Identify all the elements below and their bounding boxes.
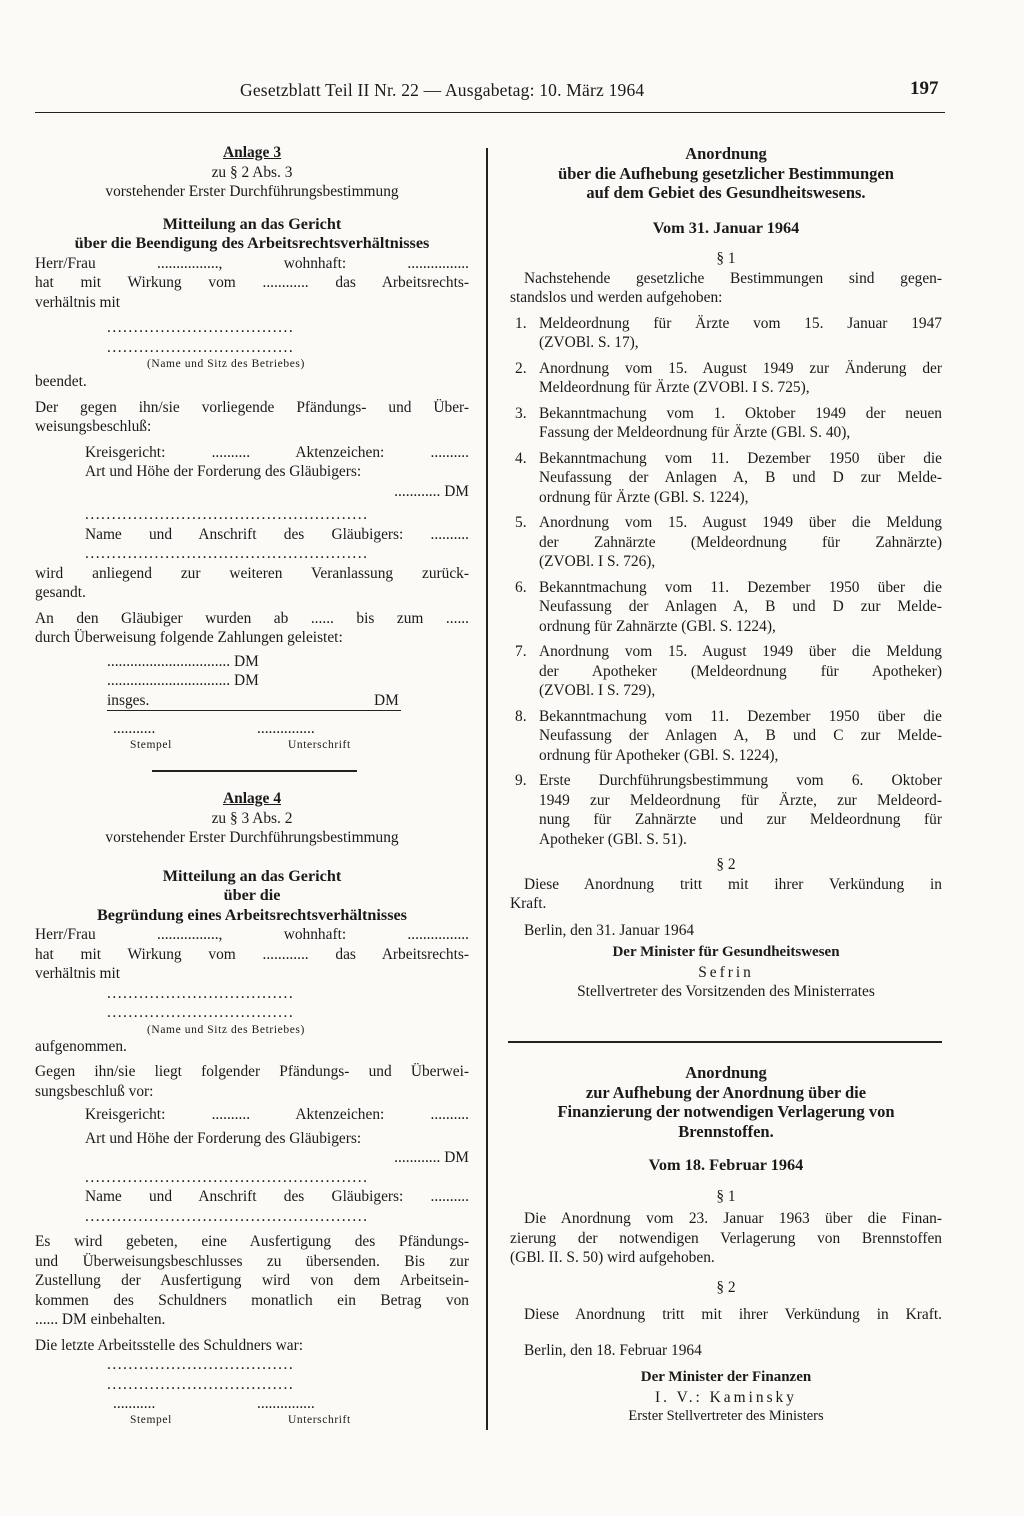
list-item-line: Apotheker (GBl. S. 51). [539, 830, 687, 848]
list-item-line: Neufassung der Anlagen A, B und D zur Melde- [539, 598, 942, 615]
anlage4-dots4: ..................................................... [85, 1207, 369, 1225]
anlage3-sum-rule [107, 710, 401, 711]
anlage3-stempel-dots: ........... [113, 719, 156, 737]
list-item-number: 3. [515, 404, 527, 422]
list-item [510, 707, 942, 766]
anlage3-sub1: zu § 2 Abs. 3 [211, 163, 293, 181]
anlage3-stempel: Stempel [130, 738, 172, 751]
a2-p1b: zierung der notwendigen Verlagerung von Brennstoffen [510, 1229, 942, 1247]
list-item-line: ordnung für Ärzte (GBl. S. 1224), [539, 488, 749, 506]
anlage3-caption: (Name und Sitz des Betriebes) [147, 358, 305, 370]
a1-role: Stellvertreter des Vorsitzenden des Ministerrates [577, 983, 875, 1000]
anlage3-w1: wird anliegend zur weiteren Veranlassung zurück- [35, 564, 469, 582]
anlage4-e3: Zustellung der Ausfertigung wird von dem Arbeitsein- [35, 1272, 469, 1289]
anlage4-dots3: ..................................................... [85, 1168, 369, 1186]
anlage3-name: Name und Anschrift des Gläubigers: .......... [85, 525, 469, 543]
a2-p2: Diese Anordnung tritt mit ihrer Verkündung in Kraft. [524, 1306, 942, 1323]
list-item-line: (ZVOBl. I S. 726), [539, 553, 656, 570]
header-title: Gesetzblatt Teil II Nr. 22 — Ausgabetag: 10. März 1964 [240, 80, 645, 100]
anlage3-insges: insges. [107, 691, 150, 709]
list-item-line: ordnung für Zahnärzte (GBl. S. 1224), [539, 617, 776, 635]
anlage3-line1: Herr/Frau ................, wohnhaft: ................ [35, 254, 469, 272]
anlage3-pay1: ................................ DM [107, 652, 259, 670]
anlage3-heading: Anlage 3 [222, 144, 282, 161]
anlage4-unterschrift: Unterschrift [288, 1414, 351, 1426]
list-item-number: 1. [515, 314, 527, 332]
list-item-number: 5. [515, 514, 527, 531]
a1-intro1: Nachstehende gesetzliche Bestimmungen sind gegen- [524, 269, 942, 287]
anlage3-dm1: ............ DM [394, 482, 469, 500]
anlage4-caption: (Name und Sitz des Betriebes) [147, 1023, 305, 1036]
anlage-separator [152, 770, 357, 772]
anlage4-p1: Gegen ihn/sie liegt folgender Pfändungs- und Überwei- [35, 1063, 469, 1080]
list-item [510, 642, 942, 701]
list-item-line: Anordnung vom 15. August 1949 über die Meldung [539, 643, 942, 660]
anlage4-d2: ................................... [107, 1375, 295, 1393]
list-item-number: 4. [515, 449, 527, 467]
a2-title1: Anordnung [685, 1063, 767, 1082]
anlage3-dots1: ................................... [107, 319, 295, 336]
a1-berlin: Berlin, den 31. Januar 1964 [524, 921, 695, 939]
anlage3-p2: weisungsbeschluß: [35, 418, 152, 435]
page-header [0, 80, 1024, 110]
a2-title3: Finanzierung der notwendigen Verlagerung von [557, 1102, 895, 1121]
list-item-number: 2. [515, 359, 527, 377]
anlage3-unterschrift-dots: ............... [257, 719, 315, 737]
a1-p2a: Diese Anordnung tritt mit ihrer Verkündung in [524, 875, 942, 893]
a1-section2: § 2 [716, 856, 736, 873]
list-item [510, 449, 942, 508]
list-item-line: Bekanntmachung vom 11. Dezember 1950 über die [539, 578, 942, 596]
a1-title3: auf dem Gebiet des Gesundheitswesens. [586, 183, 866, 202]
a1-intro2: standslos und werden aufgehoben: [510, 289, 723, 306]
anlage3-sub2: vorstehender Erster Durchführungsbestimmung [105, 183, 399, 200]
a2-title2: zur Aufhebung der Anordnung über die [585, 1082, 867, 1102]
list-item-number: 7. [515, 643, 527, 660]
anlage3-kreis: Kreisgericht: .......... Aktenzeichen: .......... [85, 443, 469, 461]
list-item-line: (ZVOBl. S. 17), [539, 334, 639, 351]
anlage4-dm1: ............ DM [394, 1149, 469, 1166]
anlage4-title2: über die [223, 886, 281, 904]
anlage4-e4: kommen des Schuldners monatlich ein Betrag von [35, 1291, 469, 1309]
anlage4-kreis: Kreisgericht: .......... Aktenzeichen: .......... [85, 1106, 469, 1123]
anlage3-insges-dm: DM [374, 691, 399, 709]
a1-section1: § 1 [716, 250, 736, 267]
a1-date: Vom 31. Januar 1964 [652, 217, 800, 237]
a1-p2b: Kraft. [510, 895, 547, 912]
header-rule [35, 112, 945, 113]
a2-p1a: Die Anordnung vom 23. Januar 1963 über die Finan- [524, 1210, 942, 1227]
list-item-number: 9. [515, 772, 527, 789]
a2-minister: Der Minister der Finanzen [640, 1369, 812, 1385]
anlage3-title2: über die Beendigung des Arbeitsrechtsverhältnisses [74, 234, 430, 252]
list-item-line: 1949 zur Meldeordnung für Ärzte, zur Meldeord- [539, 791, 942, 809]
anlage3-w2: gesandt. [35, 584, 86, 601]
anlage4-sub1: zu § 3 Abs. 2 [211, 809, 293, 827]
a2-section1: § 1 [716, 1187, 736, 1205]
list-item-number: 8. [515, 707, 527, 725]
list-item-line: Bekanntmachung vom 11. Dezember 1950 über die [539, 449, 942, 467]
page-number: 197 [910, 78, 939, 99]
anlage-4 [35, 789, 469, 1430]
anordnung-gesundheitswesen [510, 144, 942, 1002]
list-item-line: nung für Zahnärzte und zur Meldeordnung für [539, 811, 942, 828]
list-item [510, 314, 942, 353]
a1-name: Sefrin [698, 963, 754, 981]
list-item-line: Bekanntmachung vom 1. Oktober 1949 der neuen [539, 404, 942, 422]
anlage4-sub2: vorstehender Erster Durchführungsbestimmung [105, 829, 399, 846]
anlage4-dots1: ................................... [107, 984, 295, 1002]
list-item-number: 6. [515, 578, 527, 596]
anlage3-art: Art und Höhe der Forderung des Gläubigers: [85, 463, 362, 480]
a1-title1: Anordnung [685, 144, 767, 163]
a1-title2: über die Aufhebung gesetzlicher Bestimmungen [558, 163, 894, 183]
list-item-line: Anordnung vom 15. August 1949 über die Meldung [539, 514, 942, 531]
anlage3-g1: An den Gläubiger wurden ab ...... bis zum ...... [35, 609, 469, 627]
a1-minister: Der Minister für Gesundheitswesen [612, 944, 840, 960]
list-item [510, 404, 942, 443]
anlage4-d1: ................................... [107, 1356, 295, 1373]
anlage3-line3: verhältnis mit [35, 293, 121, 311]
a2-title4: Brennstoffen. [678, 1121, 774, 1141]
list-item-line: Fassung der Meldeordnung für Ärzte (GBl. S. 40), [539, 424, 851, 441]
right-separator [508, 1041, 942, 1043]
anlage4-e1: Es wird gebeten, eine Ausfertigung des Pfändungs- [35, 1233, 469, 1250]
anlage4-e2: und Überweisungsbeschlusses zu übersenden. Bis zur [35, 1252, 469, 1270]
anlage3-g2: durch Überweisung folgende Zahlungen geleistet: [35, 629, 343, 646]
anlage4-signature [35, 1394, 469, 1430]
a2-section2: § 2 [716, 1278, 736, 1296]
anlage4-title3: Begründung eines Arbeitsrechtsverhältnisses [97, 905, 407, 924]
anlage4-stempel-dots: ........... [113, 1395, 156, 1412]
list-item-line: Neufassung der Anlagen A, B und C zur Melde- [539, 727, 942, 744]
a2-name: I. V.: Kaminsky [655, 1388, 797, 1406]
anlage3-unterschrift: Unterschrift [288, 738, 351, 751]
a2-p1c: (GBl. II. S. 50) wird aufgehoben. [510, 1249, 715, 1266]
list-item-line: Meldeordnung für Ärzte (ZVOBl. I S. 725), [539, 379, 810, 396]
list-item-line: der Zahnärzte (Meldeordnung für Zahnärzte) [539, 533, 942, 551]
anlage4-line3: verhältnis mit [35, 965, 121, 982]
anlage4-dots2: ................................... [107, 1004, 295, 1021]
list-item [510, 578, 942, 637]
anlage3-title1: Mitteilung an das Gericht [162, 214, 342, 233]
list-item-line: Meldeordnung für Ärzte vom 15. Januar 1947 [539, 314, 942, 332]
anlage4-e5: ...... DM einbehalten. [35, 1311, 166, 1328]
anlage4-line1: Herr/Frau ................, wohnhaft: ................ [35, 926, 469, 943]
anlage4-last: Die letzte Arbeitsstelle des Schuldners war: [35, 1336, 303, 1354]
anordnung-brennstoffe [510, 1063, 942, 1427]
anlage4-name: Name und Anschrift des Gläubigers: .......... [85, 1188, 469, 1205]
a2-date: Vom 18. Februar 1964 [648, 1155, 804, 1174]
a1-list [510, 314, 942, 850]
anlage3-dots2: ................................... [107, 338, 295, 356]
list-item [510, 771, 942, 849]
list-item-line: Neufassung der Anlagen A, B und D zur Melde- [539, 469, 942, 486]
anlage4-art: Art und Höhe der Forderung des Gläubigers: [85, 1129, 362, 1147]
list-item [510, 513, 942, 572]
list-item-line: ordnung für Apotheker (GBl. S. 1224), [539, 746, 779, 764]
anlage3-line2: hat mit Wirkung vom ............ das Arbeitsrechts- [35, 274, 469, 291]
column-divider [486, 148, 488, 1430]
anlage4-unterschrift-dots: ............... [257, 1395, 315, 1412]
anlage3-p1: Der gegen ihn/sie vorliegende Pfändungs- und Über- [35, 398, 469, 416]
a2-role: Erster Stellvertreter des Ministers [628, 1408, 824, 1424]
anlage3-dots4: ..................................................... [85, 545, 369, 562]
anlage3-pay2: ................................ DM [107, 672, 259, 689]
anlage4-aufgenommen: aufgenommen. [35, 1037, 127, 1055]
list-item-line: (ZVOBl. I S. 729), [539, 682, 656, 699]
list-item-line: Erste Durchführungsbestimmung vom 6. Oktober [539, 772, 942, 789]
anlage3-signature [35, 719, 469, 755]
anlage3-insges-row [35, 691, 469, 711]
a2-berlin: Berlin, den 18. Februar 1964 [524, 1341, 702, 1359]
anlage3-beendet: beendet. [35, 373, 87, 390]
anlage4-heading: Anlage 4 [222, 790, 282, 807]
list-item [510, 359, 942, 398]
anlage-3 [35, 143, 469, 755]
anlage4-p2: sungsbeschluß vor: [35, 1082, 154, 1100]
anlage4-title1: Mitteilung an das Gericht [162, 866, 342, 885]
anlage3-dots3: ..................................................... [85, 506, 369, 523]
list-item-line: Bekanntmachung vom 11. Dezember 1950 über die [539, 707, 942, 725]
list-item-line: Anordnung vom 15. August 1949 zur Änderung der [539, 359, 942, 377]
anlage4-line2: hat mit Wirkung vom ............ das Arbeitsrechts- [35, 945, 469, 963]
list-item-line: der Apotheker (Meldeordnung für Apotheker) [539, 662, 942, 680]
anlage4-stempel: Stempel [130, 1414, 172, 1426]
